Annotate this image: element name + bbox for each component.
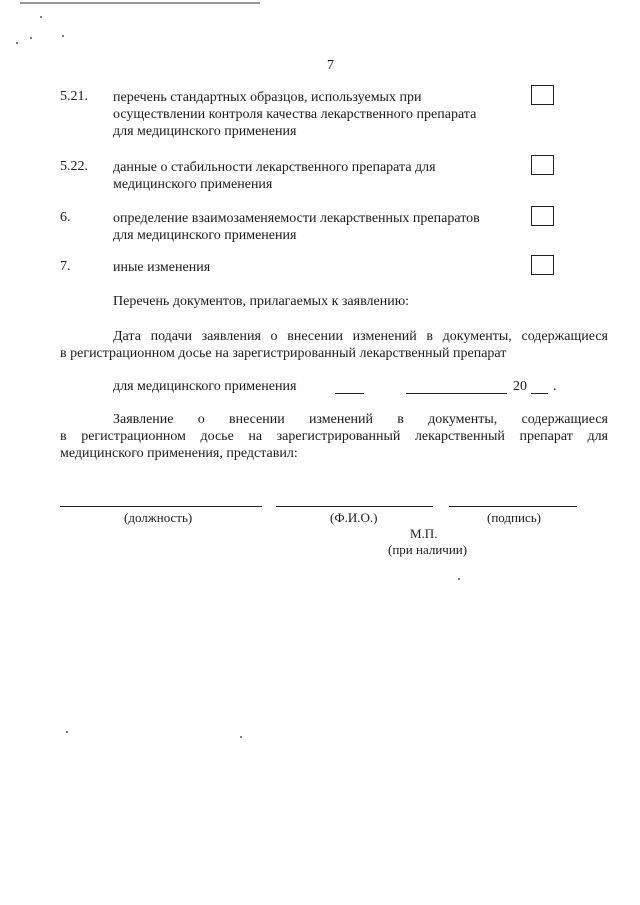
scan-speck [458,578,460,580]
item-number: 6. [60,210,71,225]
full-name-label: (Ф.И.О.) [330,510,378,525]
scan-speck [40,16,42,18]
seal-label: М.П. [410,526,438,541]
scan-speck [30,37,32,39]
item-checkbox[interactable] [531,206,554,226]
item-number: 7. [60,259,71,274]
scan-speck [240,736,242,738]
date-period: . [553,379,557,394]
page-number: 7 [327,58,334,73]
day-blank[interactable] [335,393,364,394]
submitted-paragraph-line2: в регистрационном досье на зарегистрированный лекарственный препарат для [60,429,608,444]
seal-note: (при наличии) [388,542,468,557]
position-line[interactable] [60,506,262,507]
year-blank[interactable] [531,393,548,394]
position-label: (должность) [124,510,193,525]
submitted-paragraph-line1: Заявление о внесении изменений в документы, содержащиеся [113,412,608,427]
item-text: перечень стандартных образцов, используемых при осуществлении контроля качества лекарственного препарата для медицинского применения [113,90,477,139]
full-name-line[interactable] [276,506,433,507]
submitted-paragraph-line3: медицинского применения, представил: [60,446,298,461]
item-text: данные о стабильности лекарственного препарата для медицинского применения [113,160,436,192]
scan-speck [16,42,18,44]
scan-speck [62,35,64,37]
date-line-label: для медицинского применения [113,379,297,394]
year-prefix: 20 [513,379,527,394]
month-blank[interactable] [406,393,507,394]
signature-label: (подпись) [487,510,541,525]
date-paragraph-line1: Дата подачи заявления о внесении изменений в документы, содержащиеся [113,329,608,344]
item-text: иные изменения [113,260,211,275]
item-number: 5.22. [60,159,88,174]
item-number: 5.21. [60,89,88,104]
date-paragraph-line2: в регистрационном досье на зарегистрированный лекарственный препарат [60,346,507,361]
scan-speck [66,731,68,733]
scan-edge-line [20,2,260,4]
signature-line[interactable] [449,506,577,507]
documents-list-heading: Перечень документов, прилагаемых к заявлению: [113,294,410,309]
item-checkbox[interactable] [531,85,554,105]
item-text: определение взаимозаменяемости лекарственных препаратов для медицинского применения [113,211,480,243]
item-checkbox[interactable] [531,255,554,275]
item-checkbox[interactable] [531,155,554,175]
